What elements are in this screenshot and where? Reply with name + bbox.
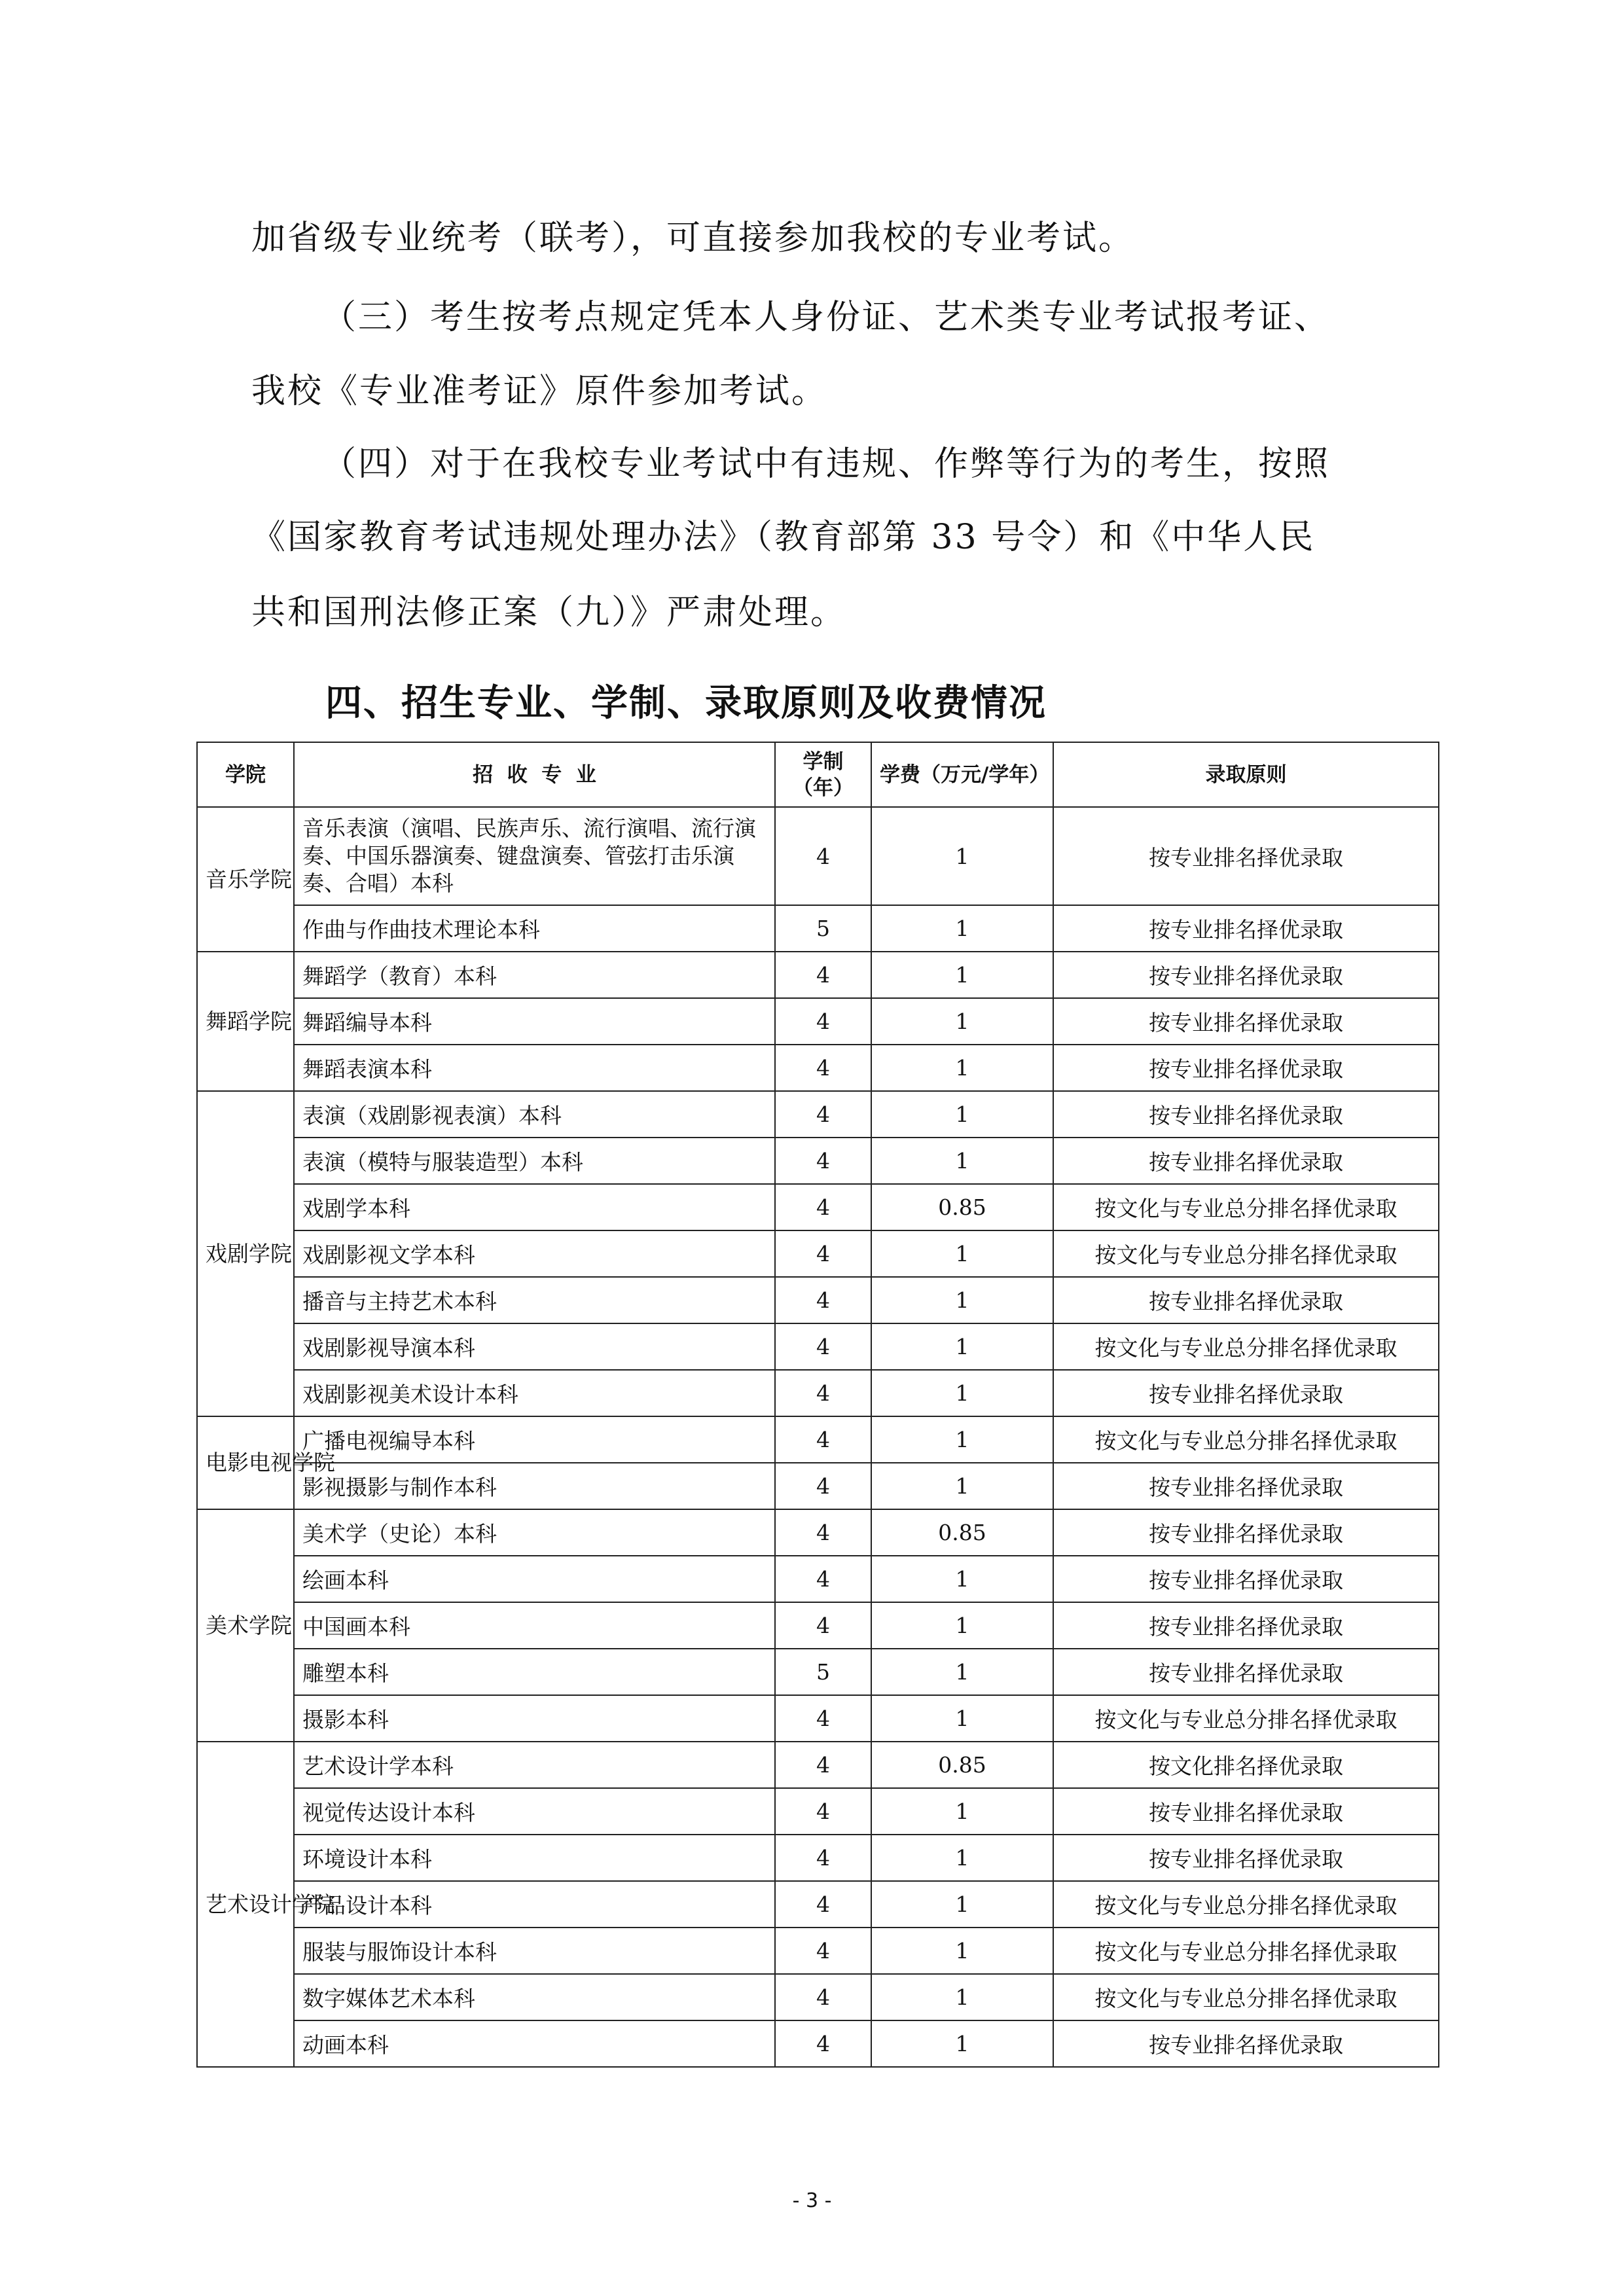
tuition-cell: 1 [871,1045,1053,1091]
tuition-cell: 1 [871,2020,1053,2067]
tuition-cell: 1 [871,905,1053,952]
table-row [197,905,1439,952]
rule-cell: 按专业排名择优录取 [1053,1045,1439,1091]
major-cell: 戏剧影视文学本科 [294,1230,775,1277]
table-row [197,2020,1439,2067]
table-row [197,1370,1439,1416]
table-row [197,1184,1439,1230]
rule-cell: 按文化与专业总分排名择优录取 [1053,1184,1439,1230]
years-cell: 4 [775,1788,871,1835]
tuition-cell: 1 [871,1138,1053,1184]
rule-cell: 按专业排名择优录取 [1053,1556,1439,1602]
years-cell: 4 [775,1695,871,1742]
tuition-cell: 1 [871,1463,1053,1509]
paragraph-line: 我校《专业准考证》原件参加考试。 [251,372,828,411]
tuition-cell: 0.85 [871,1509,1053,1556]
paragraph-line: （三）考生按考点规定凭本人身份证、艺术类专业考试报考证、 [322,298,1331,337]
years-cell: 4 [775,1835,871,1881]
table-row [197,1045,1439,1091]
years-cell: 4 [775,1230,871,1277]
table-row [197,1835,1439,1881]
major-cell: 戏剧影视美术设计本科 [294,1370,775,1416]
major-cell: 绘画本科 [294,1556,775,1602]
tuition-cell: 1 [871,1416,1053,1463]
major-cell: 表演（模特与服装造型）本科 [294,1138,775,1184]
paragraph-line: 共和国刑法修正案（九）》严肃处理。 [251,593,847,632]
major-cell: 表演（戏剧影视表演）本科 [294,1091,775,1138]
table-header-row [197,742,1439,807]
tuition-cell: 1 [871,1091,1053,1138]
tuition-cell: 1 [871,1788,1053,1835]
tuition-cell: 1 [871,1835,1053,1881]
admissions-table [196,742,1439,2068]
tuition-cell: 0.85 [871,1184,1053,1230]
major-cell: 舞蹈学（教育）本科 [294,952,775,998]
table-row [197,998,1439,1045]
section-title: 四、招生专业、学制、录取原则及收费情况 [325,682,1047,725]
major-cell: 中国画本科 [294,1602,775,1649]
paragraph-line: 加省级专业统考（联考），可直接参加我校的专业考试。 [251,219,1135,258]
years-cell: 4 [775,2020,871,2067]
rule-cell: 按专业排名择优录取 [1053,807,1439,905]
college-cell: 戏剧学院 [197,1091,294,1416]
years-cell: 4 [775,1091,871,1138]
years-cell: 4 [775,1928,871,1974]
rule-cell: 按专业排名择优录取 [1053,952,1439,998]
rule-cell: 按专业排名择优录取 [1053,1835,1439,1881]
rule-cell: 按专业排名择优录取 [1053,998,1439,1045]
major-cell: 作曲与作曲技术理论本科 [294,905,775,952]
college-cell: 艺术设计学院 [197,1742,294,2067]
header-tuition: 学费（万元/学年） [871,742,1053,807]
years-cell: 4 [775,807,871,905]
rule-cell: 按专业排名择优录取 [1053,1091,1439,1138]
college-cell: 舞蹈学院 [197,952,294,1091]
years-cell: 4 [775,1184,871,1230]
rule-cell: 按专业排名择优录取 [1053,1649,1439,1695]
major-cell: 摄影本科 [294,1695,775,1742]
rule-cell: 按专业排名择优录取 [1053,1370,1439,1416]
table-row [197,1649,1439,1695]
years-cell: 4 [775,1556,871,1602]
rule-cell: 按专业排名择优录取 [1053,1138,1439,1184]
table-row [197,1230,1439,1277]
table-row [197,1416,1439,1463]
rule-cell: 按文化排名择优录取 [1053,1742,1439,1788]
rule-cell: 按专业排名择优录取 [1053,1463,1439,1509]
tuition-cell: 1 [871,1230,1053,1277]
paragraph-line: （四）对于在我校专业考试中有违规、作弊等行为的考生，按照 [322,444,1331,484]
major-cell: 播音与主持艺术本科 [294,1277,775,1323]
table-row [197,1742,1439,1788]
major-cell: 舞蹈编导本科 [294,998,775,1045]
tuition-cell: 1 [871,1556,1053,1602]
major-cell: 戏剧学本科 [294,1184,775,1230]
table-row [197,1091,1439,1138]
major-cell: 影视摄影与制作本科 [294,1463,775,1509]
college-cell: 美术学院 [197,1509,294,1742]
tuition-cell: 1 [871,1602,1053,1649]
paragraph-line: 《国家教育考试违规处理办法》（教育部第 33 号令）和《中华人民 [251,518,1316,557]
table-row [197,1788,1439,1835]
table-row [197,1138,1439,1184]
major-cell: 艺术设计学本科 [294,1742,775,1788]
table-row [197,1695,1439,1742]
table-row [197,1928,1439,1974]
years-cell: 4 [775,1277,871,1323]
years-cell: 5 [775,905,871,952]
page-number: - 3 - [792,2189,832,2212]
rule-cell: 按文化与专业总分排名择优录取 [1053,1974,1439,2020]
major-cell: 动画本科 [294,2020,775,2067]
years-cell: 4 [775,1370,871,1416]
college-cell: 电影电视学院 [197,1416,294,1509]
rule-cell: 按专业排名择优录取 [1053,1788,1439,1835]
major-cell: 数字媒体艺术本科 [294,1974,775,2020]
tuition-cell: 0.85 [871,1742,1053,1788]
rule-cell: 按文化与专业总分排名择优录取 [1053,1416,1439,1463]
tuition-cell: 1 [871,1974,1053,2020]
rule-cell: 按文化与专业总分排名择优录取 [1053,1323,1439,1370]
table-row [197,1881,1439,1928]
tuition-cell: 1 [871,952,1053,998]
header-rule: 录取原则 [1053,742,1439,807]
years-cell: 4 [775,1045,871,1091]
years-cell: 4 [775,1138,871,1184]
rule-cell: 按专业排名择优录取 [1053,1509,1439,1556]
tuition-cell: 1 [871,1928,1053,1974]
rule-cell: 按专业排名择优录取 [1053,1602,1439,1649]
header-years: 学制（年） [775,742,871,807]
tuition-cell: 1 [871,998,1053,1045]
years-cell: 4 [775,952,871,998]
rule-cell: 按专业排名择优录取 [1053,1277,1439,1323]
table-row [197,1556,1439,1602]
major-cell: 服装与服饰设计本科 [294,1928,775,1974]
rule-cell: 按文化与专业总分排名择优录取 [1053,1695,1439,1742]
major-cell: 音乐表演（演唱、民族声乐、流行演唱、流行演奏、中国乐器演奏、键盘演奏、管弦打击乐演奏、合唱）本科 [294,807,775,905]
header-college: 学院 [197,742,294,807]
years-cell: 4 [775,998,871,1045]
tuition-cell: 1 [871,807,1053,905]
major-cell: 产品设计本科 [294,1881,775,1928]
tuition-cell: 1 [871,1370,1053,1416]
tuition-cell: 1 [871,1323,1053,1370]
years-cell: 4 [775,1416,871,1463]
years-cell: 4 [775,1742,871,1788]
table-row [197,952,1439,998]
years-cell: 5 [775,1649,871,1695]
rule-cell: 按专业排名择优录取 [1053,905,1439,952]
major-cell: 戏剧影视导演本科 [294,1323,775,1370]
years-cell: 4 [775,1602,871,1649]
years-cell: 4 [775,1974,871,2020]
major-cell: 舞蹈表演本科 [294,1045,775,1091]
rule-cell: 按专业排名择优录取 [1053,2020,1439,2067]
table-row [197,1509,1439,1556]
rule-cell: 按文化与专业总分排名择优录取 [1053,1230,1439,1277]
major-cell: 环境设计本科 [294,1835,775,1881]
tuition-cell: 1 [871,1649,1053,1695]
table-row [197,1602,1439,1649]
years-cell: 4 [775,1881,871,1928]
table-row [197,807,1439,905]
tuition-cell: 1 [871,1695,1053,1742]
table-row [197,1463,1439,1509]
table-row [197,1277,1439,1323]
major-cell: 广播电视编导本科 [294,1416,775,1463]
rule-cell: 按文化与专业总分排名择优录取 [1053,1928,1439,1974]
major-cell: 视觉传达设计本科 [294,1788,775,1835]
college-cell: 音乐学院 [197,807,294,952]
table-row [197,1974,1439,2020]
header-major: 招 收 专 业 [294,742,775,807]
years-cell: 4 [775,1323,871,1370]
major-cell: 美术学（史论）本科 [294,1509,775,1556]
major-cell: 雕塑本科 [294,1649,775,1695]
table-row [197,1323,1439,1370]
years-cell: 4 [775,1463,871,1509]
tuition-cell: 1 [871,1277,1053,1323]
tuition-cell: 1 [871,1881,1053,1928]
years-cell: 4 [775,1509,871,1556]
rule-cell: 按文化与专业总分排名择优录取 [1053,1881,1439,1928]
